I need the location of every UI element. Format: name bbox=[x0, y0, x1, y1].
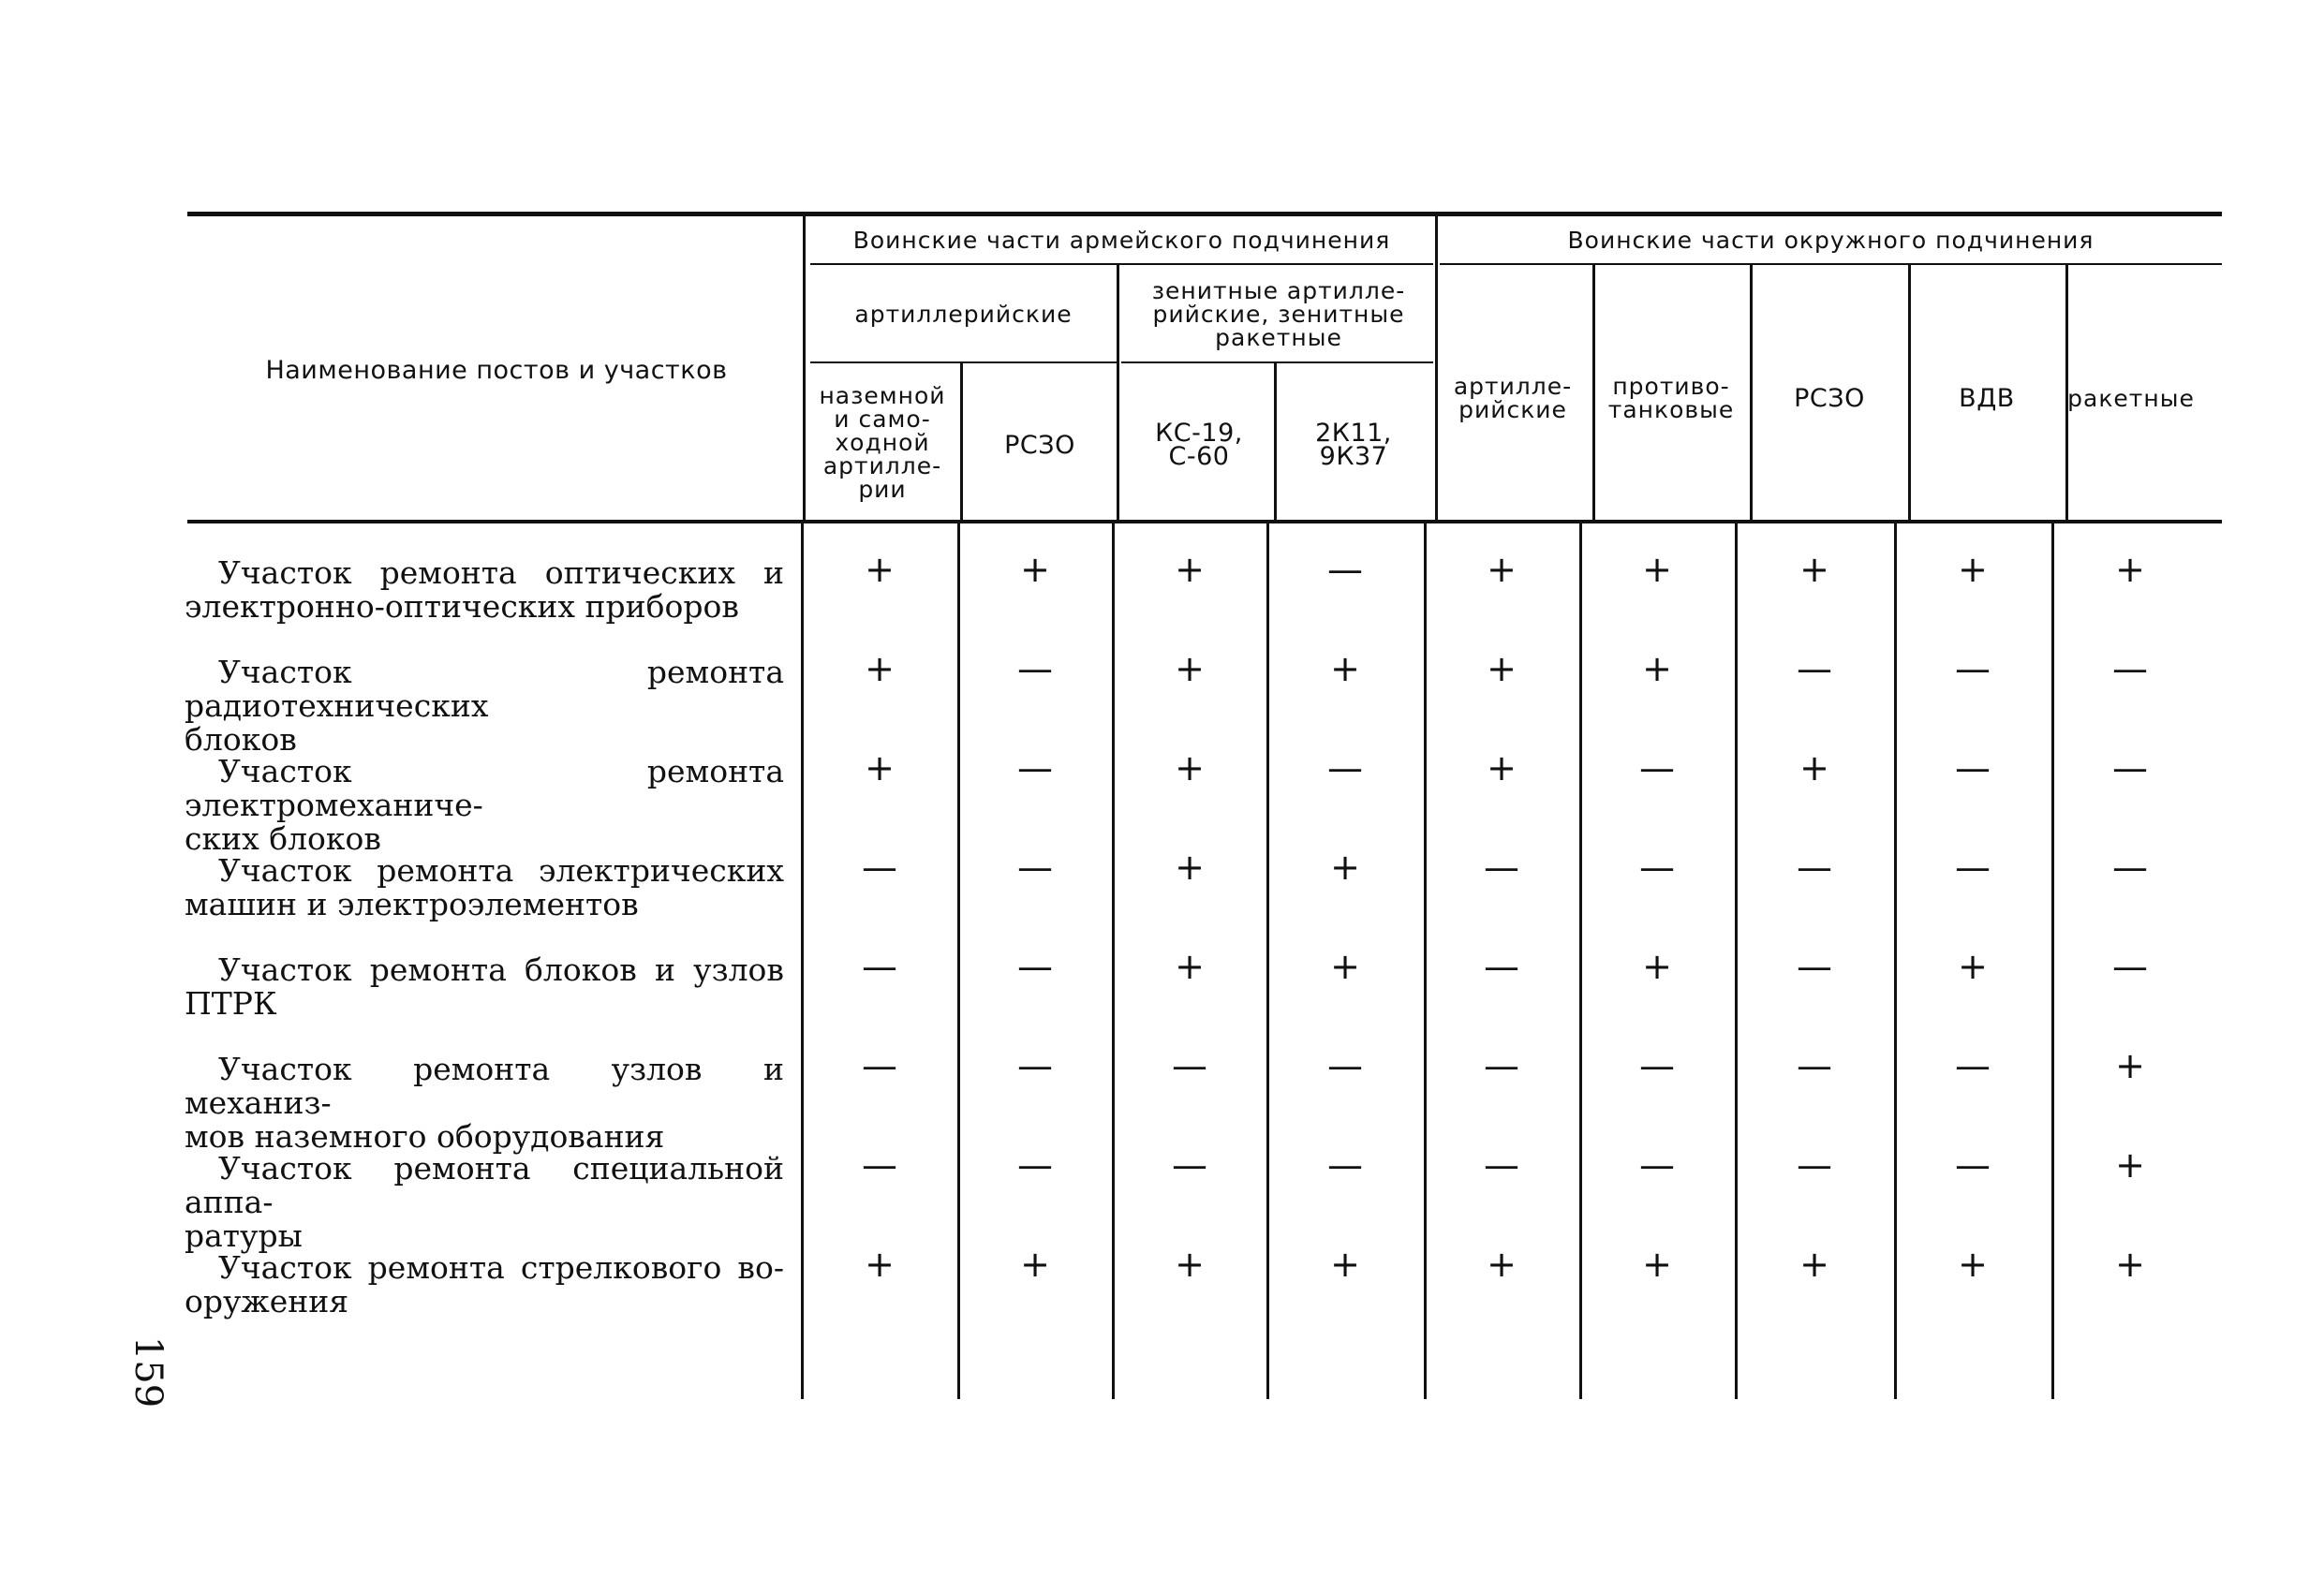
aa-underline bbox=[1121, 361, 1433, 363]
plus-mark: + bbox=[865, 1244, 895, 1285]
plus-mark: + bbox=[1175, 648, 1205, 689]
plus-mark: + bbox=[1487, 549, 1517, 590]
vline-body-6 bbox=[1735, 523, 1738, 1399]
dash-mark: — bbox=[1797, 648, 1832, 689]
dash-mark: — bbox=[1484, 946, 1519, 987]
plus-mark: + bbox=[1175, 946, 1205, 987]
dash-mark: — bbox=[862, 1144, 897, 1186]
row-name-line1: Участок ремонта электрических bbox=[218, 852, 784, 889]
dash-mark: — bbox=[2112, 946, 2148, 987]
dash-mark: — bbox=[1484, 847, 1519, 888]
dash-mark: — bbox=[2112, 648, 2148, 689]
dash-mark: — bbox=[1955, 648, 1991, 689]
plus-mark: + bbox=[1642, 648, 1672, 689]
row-name bbox=[185, 556, 784, 624]
row-name bbox=[185, 953, 784, 1021]
dash-mark: — bbox=[1639, 1045, 1675, 1086]
dash-mark: — bbox=[1017, 747, 1053, 789]
dash-mark: — bbox=[1017, 847, 1053, 888]
plus-mark: + bbox=[2115, 1244, 2145, 1285]
plus-mark: + bbox=[2115, 1045, 2145, 1086]
header-artillery: артиллерийские bbox=[854, 300, 1073, 328]
header-col-missile: ракетные bbox=[2067, 384, 2195, 412]
plus-mark: + bbox=[1330, 847, 1360, 888]
header-col-vdv: ВДВ bbox=[1959, 383, 2015, 413]
plus-mark: + bbox=[2115, 549, 2145, 590]
row-name bbox=[185, 1152, 784, 1253]
dash-mark: — bbox=[862, 1045, 897, 1086]
row-name-line1: Участок ремонта радиотехнических bbox=[185, 654, 784, 724]
dash-mark: — bbox=[1484, 1045, 1519, 1086]
plus-mark: + bbox=[1642, 1244, 1672, 1285]
row-name bbox=[185, 1053, 784, 1154]
vline-body-1 bbox=[957, 523, 960, 1399]
header-col-artillery-district: артилле-рийские bbox=[1453, 373, 1573, 423]
plus-mark: + bbox=[1330, 1244, 1360, 1285]
plus-mark: + bbox=[1330, 648, 1360, 689]
dash-mark: — bbox=[862, 847, 897, 888]
vline-header-art bbox=[1117, 265, 1119, 520]
header-district-group: Воинские части окружного подчинения bbox=[1567, 226, 2095, 254]
dash-mark: — bbox=[1017, 946, 1053, 987]
plus-mark: + bbox=[2115, 1144, 2145, 1186]
header-name-column: Наименование постов и участков bbox=[265, 355, 728, 385]
row-name bbox=[185, 1251, 784, 1319]
vline-header-c6 bbox=[1750, 265, 1753, 520]
vline-body-3 bbox=[1266, 523, 1269, 1399]
dash-mark: — bbox=[1172, 1045, 1207, 1086]
row-name bbox=[185, 656, 784, 757]
vline-header-0 bbox=[803, 216, 806, 520]
header-col-ks19: КС-19, С-60 bbox=[1155, 419, 1243, 471]
header-col-antitank: противо-танковые bbox=[1607, 373, 1735, 423]
plus-mark: + bbox=[1799, 549, 1829, 590]
dash-mark: — bbox=[1327, 1045, 1363, 1086]
dash-mark: — bbox=[1327, 549, 1363, 590]
dash-mark: — bbox=[1797, 946, 1832, 987]
row-name-line1: Участок ремонта специальной аппа- bbox=[185, 1150, 784, 1220]
row-name-line2: блоков bbox=[185, 721, 297, 758]
row-name bbox=[185, 854, 784, 921]
dash-mark: — bbox=[2112, 847, 2148, 888]
plus-mark: + bbox=[1642, 549, 1672, 590]
dash-mark: — bbox=[1955, 747, 1991, 789]
page-number: 159 bbox=[126, 1335, 170, 1408]
plus-mark: + bbox=[1642, 946, 1672, 987]
dash-mark: — bbox=[1017, 1144, 1053, 1186]
header-col-mlrs-army: РСЗО bbox=[1004, 430, 1075, 460]
dash-mark: — bbox=[1327, 1144, 1363, 1186]
row-name-line1: Участок ремонта узлов и механиз- bbox=[185, 1051, 784, 1121]
row-name-line1: Участок ремонта электромеханиче- bbox=[185, 753, 784, 823]
plus-mark: + bbox=[865, 549, 895, 590]
dash-mark: — bbox=[1017, 648, 1053, 689]
vline-header-c1 bbox=[960, 363, 963, 520]
header-col-mlrs-district: РСЗО bbox=[1794, 383, 1865, 413]
row-name-line2: оружения bbox=[185, 1283, 349, 1319]
dash-mark: — bbox=[1955, 1045, 1991, 1086]
plus-mark: + bbox=[1020, 1244, 1050, 1285]
dash-mark: — bbox=[2112, 747, 2148, 789]
dash-mark: — bbox=[1797, 847, 1832, 888]
dash-mark: — bbox=[1484, 1144, 1519, 1186]
dash-mark: — bbox=[1639, 847, 1675, 888]
plus-mark: + bbox=[865, 648, 895, 689]
header-col-ground-artillery: наземной и само-ходной артилле-рии bbox=[819, 382, 946, 503]
dash-mark: — bbox=[1327, 747, 1363, 789]
vline-body-7 bbox=[1894, 523, 1897, 1399]
plus-mark: + bbox=[1799, 1244, 1829, 1285]
row-name-line2: ратуры bbox=[185, 1217, 303, 1254]
row-name-line2: электронно-оптических приборов bbox=[185, 588, 739, 625]
plus-mark: + bbox=[1330, 946, 1360, 987]
vline-body-0 bbox=[801, 523, 804, 1399]
header-bottom-rule bbox=[187, 520, 2222, 523]
dash-mark: — bbox=[1955, 1144, 1991, 1186]
row-name bbox=[185, 755, 784, 856]
row-name-line1: Участок ремонта стрелкового во- bbox=[218, 1249, 784, 1286]
row-name-line2: машин и электроэлементов bbox=[185, 886, 639, 922]
row-name-line2: ских блоков bbox=[185, 820, 381, 857]
dash-mark: — bbox=[862, 946, 897, 987]
header-army-group: Воинские части армейского подчинения bbox=[852, 226, 1391, 254]
dash-mark: — bbox=[1797, 1144, 1832, 1186]
plus-mark: + bbox=[1175, 747, 1205, 789]
vline-body-2 bbox=[1112, 523, 1115, 1399]
plus-mark: + bbox=[1175, 1244, 1205, 1285]
vline-body-5 bbox=[1579, 523, 1582, 1399]
dash-mark: — bbox=[1639, 1144, 1675, 1186]
dash-mark: — bbox=[1017, 1045, 1053, 1086]
artillery-underline bbox=[810, 361, 1117, 363]
plus-mark: + bbox=[1958, 946, 1988, 987]
plus-mark: + bbox=[1958, 549, 1988, 590]
dash-mark: — bbox=[1955, 847, 1991, 888]
header-aa: зенитные артилле-рийские, зенитные ракетные bbox=[1151, 276, 1406, 351]
vline-body-8 bbox=[2051, 523, 2054, 1399]
row-name-line2: мов наземного оборудования bbox=[185, 1118, 665, 1155]
vline-body-4 bbox=[1424, 523, 1427, 1399]
header-col-2k11: 2К11, 9К37 bbox=[1315, 419, 1392, 471]
dash-mark: — bbox=[1639, 747, 1675, 789]
row-name-line1: Участок ремонта блоков и узлов bbox=[218, 951, 784, 988]
plus-mark: + bbox=[865, 747, 895, 789]
district-group-underline bbox=[1440, 263, 2222, 265]
plus-mark: + bbox=[1799, 747, 1829, 789]
plus-mark: + bbox=[1175, 549, 1205, 590]
top-rule bbox=[187, 212, 2222, 216]
plus-mark: + bbox=[1020, 549, 1050, 590]
plus-mark: + bbox=[1958, 1244, 1988, 1285]
plus-mark: + bbox=[1487, 747, 1517, 789]
dash-mark: — bbox=[1172, 1144, 1207, 1186]
vline-header-c3 bbox=[1274, 363, 1277, 520]
row-name-line2: ПТРК bbox=[185, 985, 277, 1022]
plus-mark: + bbox=[1487, 1244, 1517, 1285]
army-group-underline bbox=[810, 263, 1433, 265]
row-name-line1: Участок ремонта оптических и bbox=[218, 554, 784, 591]
dash-mark: — bbox=[1797, 1045, 1832, 1086]
plus-mark: + bbox=[1487, 648, 1517, 689]
plus-mark: + bbox=[1175, 847, 1205, 888]
